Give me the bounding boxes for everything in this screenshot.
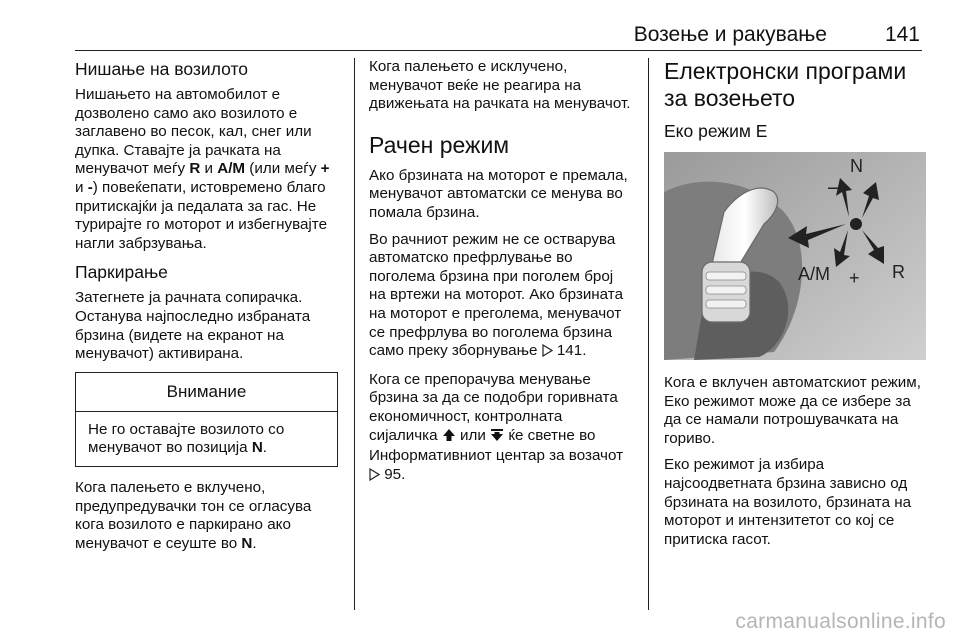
heading-parking: Паркирање <box>75 262 168 283</box>
text-run: Кога палењето е вклучено, предупредувачки тон се огласува кога возилото е паркирано ако менувачот е сеуште во <box>75 478 312 552</box>
text-run: ) повеќепати, истовремено благо притискајќи ја педалата за гас. Не турирајте го моторот и избегнувајте нагли забрзувања. <box>75 178 328 252</box>
column-left <box>75 58 338 561</box>
paragraph-eco-select: Кога е вклучен автоматскиот режим, Еко режимот може да се избере за да се намали потрошувачката на гориво. <box>664 374 921 447</box>
pattern-label-R: R <box>892 262 905 282</box>
page-reference-link[interactable]: 95 <box>384 465 402 483</box>
paragraph-shift-indicator <box>369 371 634 487</box>
caution-text <box>88 421 325 458</box>
gear-N: N <box>251 439 263 457</box>
text-run: . <box>262 439 268 457</box>
text-run: Не го оставајте возилото со менувачот во позиција <box>88 420 285 457</box>
watermark: carmanualsonline.info <box>735 610 946 633</box>
caution-body <box>76 412 337 466</box>
heading-rocking: Нишање на возилото <box>75 59 249 79</box>
pattern-label-minus: – <box>828 174 841 199</box>
text-run: Во рачниот режим не се остварува автоматско префрлување во поголема брзина при поголем број на вртежи на моторот. Ако брзината на моторот е преголема, менувачот се префрлува во поголема брзина само преку зборнување <box>369 230 624 360</box>
column-right <box>664 58 926 557</box>
gear-lever-illustration <box>664 152 926 360</box>
column-divider-2 <box>648 58 649 610</box>
gear-lever-figure <box>664 152 926 360</box>
text-run: (или меѓу <box>245 160 321 178</box>
gear-AM: A/M <box>217 160 246 178</box>
paragraph-rocking <box>75 86 338 253</box>
paragraph-parking: Затегнете ја рачната сопирачка. Останува најпоследно избраната брзина (видете на екранот на менувачот) активирана. <box>75 289 311 363</box>
page-number: 141 <box>884 23 920 46</box>
downshift-arrow-icon <box>490 428 504 448</box>
gear-plus: + <box>320 160 330 178</box>
page-reference-link[interactable]: 141 <box>556 342 583 360</box>
paragraph-downshift: Ако брзината на моторот е премала, менувачот автоматски се менува во помала брзина. <box>369 166 628 221</box>
pattern-label-N: N <box>850 156 863 176</box>
text-run: . <box>582 342 587 360</box>
column-divider-1 <box>354 58 355 610</box>
column-middle <box>369 58 634 494</box>
paragraph-warning-tone <box>75 479 338 553</box>
paragraph-eco-gear: Еко режимот ја избира најсоодветната брзина зависно од брзината на возилото, брзината на моторот и интензитетот со кој се притиска гасот. <box>664 456 912 548</box>
text-run: Нишањето на автомобилот е дозволено само ако возилото е заглавено во песок, кал, снег или дупка. Ставајте ја рачката на менувачот меѓу <box>75 86 312 178</box>
running-title: Возење и ракување <box>633 23 827 46</box>
upshift-arrow-icon <box>442 428 456 448</box>
text-run: ќе светне во Информативниот центар за возачот <box>369 426 624 465</box>
pattern-label-plus: + <box>849 268 860 288</box>
gear-N: N <box>241 534 253 552</box>
caution-title: Внимание <box>76 373 337 412</box>
page-header <box>75 20 922 51</box>
text-run: и <box>200 160 218 178</box>
heading-eco-mode: Еко режим E <box>664 121 768 141</box>
paragraph-kickdown <box>369 231 634 363</box>
text-run: . <box>252 534 257 552</box>
gear-R: R <box>189 160 201 178</box>
caution-box <box>75 372 338 467</box>
text-run: или <box>455 426 491 444</box>
triangle-ref-icon <box>369 468 380 487</box>
text-run: . <box>401 465 406 483</box>
text-run: Кога се препорачува менување брзина за да се подобри горивната економичност, контролната сијаличка <box>369 370 618 444</box>
heading-electronic-programs: Електронски програми за возењето <box>664 58 907 111</box>
gear-minus: - <box>87 178 93 196</box>
triangle-ref-icon <box>542 344 553 363</box>
text-run: и <box>75 178 88 196</box>
pattern-label-AM: A/M <box>798 264 831 284</box>
heading-manual-mode: Рачен режим <box>369 131 510 158</box>
paragraph-ignition-off: Кога палењето е исклучено, менувачот веќе не реагира на движењата на рачката на менувачот. <box>369 58 631 113</box>
